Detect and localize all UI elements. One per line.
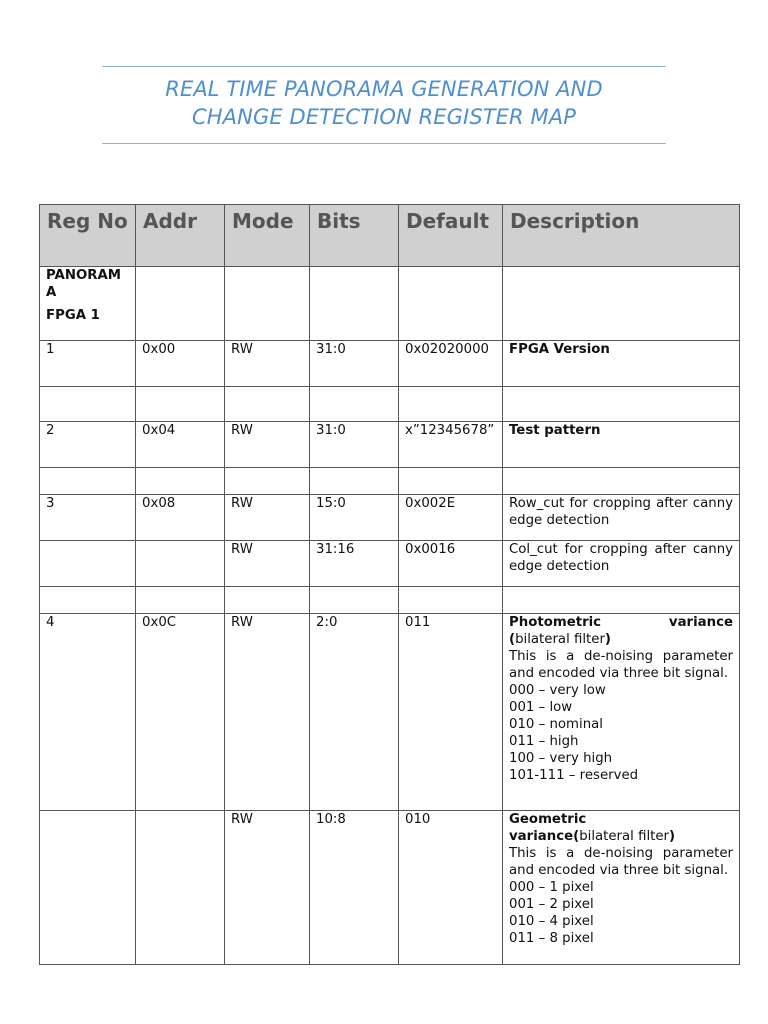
table-row — [40, 341, 740, 387]
addr: 0x04 — [136, 422, 225, 468]
panorama-row — [40, 267, 740, 341]
spacer-row — [40, 468, 740, 495]
panorama-cell — [40, 267, 136, 341]
option-item: 000 – very low — [509, 683, 606, 698]
description: Col_cut for cropping after canny edge detection — [503, 541, 740, 587]
bits: 10:8 — [310, 811, 399, 965]
addr — [136, 811, 225, 965]
description-paren: bilateral filter — [579, 829, 670, 844]
description-title-2: variance — [509, 829, 574, 844]
header-row — [40, 205, 740, 267]
table-row — [40, 811, 740, 965]
bits: 31:0 — [310, 422, 399, 468]
reg-no: 2 — [40, 422, 136, 468]
header-addr: Addr — [136, 205, 225, 267]
default: x”12345678” — [399, 422, 503, 468]
description-paren: bilateral filter — [515, 632, 605, 647]
option-item: 001 – low — [509, 700, 573, 715]
description-title: Photometric variance — [509, 615, 733, 630]
table-row — [40, 541, 740, 587]
description — [503, 811, 740, 965]
description — [503, 614, 740, 811]
header-bits: Bits — [310, 205, 399, 267]
table-row — [40, 614, 740, 811]
addr: 0x08 — [136, 495, 225, 541]
default: 0x002E — [399, 495, 503, 541]
spacer-row — [40, 587, 740, 614]
title-rule-top — [102, 66, 666, 67]
option-item: 010 – 4 pixel — [509, 914, 594, 929]
title-rule-bottom — [102, 143, 666, 144]
bits: 2:0 — [310, 614, 399, 811]
addr: 0x0C — [136, 614, 225, 811]
table-row — [40, 422, 740, 468]
description: FPGA Version — [503, 341, 740, 387]
description-body: This is a de-noising parameter and encoded via three bit signal. — [509, 846, 733, 878]
addr — [136, 541, 225, 587]
reg-no: 3 — [40, 495, 136, 541]
header-description: Description — [503, 205, 740, 267]
description-title: Geometric — [509, 812, 587, 827]
register-map-table — [39, 204, 740, 965]
description: Test pattern — [503, 422, 740, 468]
option-item: 011 – high — [509, 734, 579, 749]
header-mode: Mode — [225, 205, 310, 267]
bits: 31:0 — [310, 341, 399, 387]
spacer-row — [40, 387, 740, 422]
description: Row_cut for cropping after canny edge detection — [503, 495, 740, 541]
default: 0x02020000 — [399, 341, 503, 387]
option-item: 101-111 – reserved — [509, 768, 639, 783]
default: 010 — [399, 811, 503, 965]
header-reg-no: Reg No — [40, 205, 136, 267]
mode: RW — [225, 614, 310, 811]
bits: 15:0 — [310, 495, 399, 541]
panorama-label: PANORAMA — [46, 268, 122, 300]
document-title — [102, 76, 666, 131]
reg-no: 4 — [40, 614, 136, 811]
default: 011 — [399, 614, 503, 811]
fpga-label: FPGA 1 — [46, 308, 100, 323]
mode: RW — [225, 811, 310, 965]
mode: RW — [225, 495, 310, 541]
option-item: 000 – 1 pixel — [509, 880, 594, 895]
description-subtitle: (bilateral filter) — [509, 632, 611, 647]
header-default: Default — [399, 205, 503, 267]
option-item: 010 – nominal — [509, 717, 603, 732]
bits: 31:16 — [310, 541, 399, 587]
mode: RW — [225, 341, 310, 387]
title-line-2: CHANGE DETECTION REGISTER MAP — [192, 104, 576, 129]
title-line-1: REAL TIME PANORAMA GENERATION AND — [165, 77, 603, 101]
description-body: This is a de-noising parameter and encoded via three bit signal. — [509, 649, 733, 681]
default: 0x0016 — [399, 541, 503, 587]
description-subtitle: variance(bilateral filter) — [509, 829, 676, 844]
option-item: 001 – 2 pixel — [509, 897, 594, 912]
reg-no — [40, 811, 136, 965]
option-item: 011 – 8 pixel — [509, 931, 594, 946]
addr: 0x00 — [136, 341, 225, 387]
reg-no: 1 — [40, 341, 136, 387]
mode: RW — [225, 422, 310, 468]
reg-no — [40, 541, 136, 587]
table-row — [40, 495, 740, 541]
mode: RW — [225, 541, 310, 587]
option-item: 100 – very high — [509, 751, 613, 766]
